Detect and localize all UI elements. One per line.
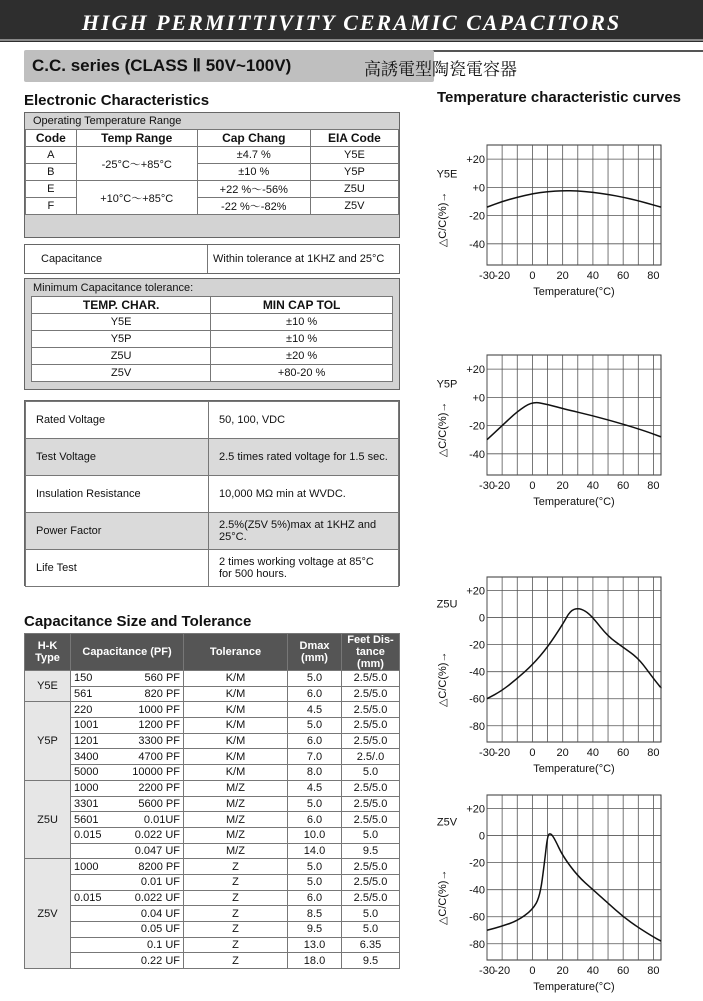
cell-char: Z5U xyxy=(32,348,211,365)
cell-cap-from: 5601 xyxy=(71,812,115,828)
x-tick-label: 20 xyxy=(556,270,569,282)
cell-cap-to: 0.05 UF xyxy=(114,922,183,938)
cell-cap-to: 0.047 UF xyxy=(114,843,183,859)
cell-cap-to: 820 PF xyxy=(114,686,183,702)
cell-code: B xyxy=(26,164,77,181)
cell-range: +10°C～+85°C xyxy=(76,181,197,215)
y-tick-label: +0 xyxy=(472,182,485,195)
plot-frame xyxy=(487,577,661,742)
x-tick-label: -30 xyxy=(479,747,495,759)
x-tick-label: -30 xyxy=(479,270,495,282)
x-axis-label: Temperature(°C) xyxy=(533,981,615,993)
y-tick-label: -20 xyxy=(469,210,485,223)
spec-label: Power Factor xyxy=(26,513,209,550)
x-tick-label: -30 xyxy=(479,480,495,492)
cell-char: Y5P xyxy=(32,331,211,348)
cell-type: Y5P xyxy=(25,702,71,780)
cell-dmax: 9.5 xyxy=(288,922,342,938)
y-axis-label: △C/C(%)→ xyxy=(437,191,449,248)
cell-tolerance: Z xyxy=(184,937,288,953)
x-tick-label: 0 xyxy=(529,965,536,977)
banner-rule xyxy=(0,39,703,41)
cell-tolerance: K/M xyxy=(184,749,288,765)
cell-cap-to: 0.01UF xyxy=(114,812,183,828)
cell-cap-to: 0.04 UF xyxy=(114,906,183,922)
cell-tol: ±20 % xyxy=(211,348,393,365)
cell-feet-distance: 2.5/5.0 xyxy=(342,733,400,749)
cell-code: A xyxy=(26,147,77,164)
cell-cap-to: 8200 PF xyxy=(114,859,183,875)
y-tick-label: -40 xyxy=(469,448,485,461)
col-header: MIN CAP TOL xyxy=(211,297,393,314)
cell-change: +22 %～-56% xyxy=(197,181,310,198)
cell-code: F xyxy=(26,198,77,215)
cell-tolerance: Z xyxy=(184,859,288,875)
cell-tol: ±10 % xyxy=(211,314,393,331)
col-header: TEMP. CHAR. xyxy=(32,297,211,314)
cell-cap-to: 0.022 UF xyxy=(114,890,183,906)
cell-tolerance: K/M xyxy=(184,702,288,718)
x-axis-label: Temperature(°C) xyxy=(533,763,615,775)
x-tick-label: -20 xyxy=(494,270,511,282)
y-tick-label: -20 xyxy=(469,857,485,870)
y-tick-label: +0 xyxy=(472,392,485,405)
cell-cap-to: 0.022 UF xyxy=(114,827,183,843)
spec-label: Life Test xyxy=(26,550,209,587)
cell-tolerance: K/M xyxy=(184,733,288,749)
y-tick-label: 0 xyxy=(478,830,485,843)
spec-value: 10,000 MΩ min at WVDC. xyxy=(209,476,399,513)
cell-dmax: 6.0 xyxy=(288,686,342,702)
section-title-electronic: Electronic Characteristics xyxy=(24,92,210,109)
cell-cap-from: 1201 xyxy=(71,733,115,749)
col-header: H-K Type xyxy=(25,634,71,671)
cell-tolerance: K/M xyxy=(184,765,288,781)
cell-char: Z5V xyxy=(32,365,211,382)
cell-feet-distance: 9.5 xyxy=(342,953,400,969)
col-header: Code xyxy=(26,130,77,147)
cell-tolerance: Z xyxy=(184,890,288,906)
cell-feet-distance: 5.0 xyxy=(342,922,400,938)
y-tick-label: +20 xyxy=(466,364,485,377)
banner-title: HIGH PERMITTIVITY CERAMIC CAPACITORS xyxy=(81,10,622,35)
cell-tolerance: M/Z xyxy=(184,780,288,796)
cell-tolerance: M/Z xyxy=(184,827,288,843)
cell-eia: Z5U xyxy=(310,181,398,198)
cell-feet-distance: 2.5/5.0 xyxy=(342,702,400,718)
series-code-label: Y5P xyxy=(436,378,458,391)
x-tick-label: 80 xyxy=(647,480,660,492)
cell-tolerance: K/M xyxy=(184,671,288,687)
cell-feet-distance: 9.5 xyxy=(342,843,400,859)
cell-dmax: 5.0 xyxy=(288,874,342,890)
y-tick-label: +20 xyxy=(466,585,485,598)
spec-value: 2.5%(Z5V 5%)max at 1KHZ and 25°C. xyxy=(209,513,399,550)
cell-eia: Z5V xyxy=(310,198,398,215)
y-tick-label: -20 xyxy=(469,420,485,433)
x-tick-label: 20 xyxy=(556,480,569,492)
x-tick-label: 40 xyxy=(586,270,600,282)
capacitance-value: Within tolerance at 1KHZ and 25°C xyxy=(213,253,385,265)
x-tick-label: 40 xyxy=(586,965,600,977)
cell-cap-from: 150 xyxy=(71,671,115,687)
cell-tolerance: K/M xyxy=(184,718,288,734)
cell-cap-to: 1000 PF xyxy=(114,702,183,718)
series-title: C.C. series (CLASS Ⅱ 50V~100V) xyxy=(32,56,292,75)
x-axis-label: Temperature(°C) xyxy=(533,496,615,508)
cell-feet-distance: 2.5/5.0 xyxy=(342,796,400,812)
cell-dmax: 10.0 xyxy=(288,827,342,843)
cell-cap-from: 5000 xyxy=(71,765,115,781)
capacitance-label: Capacitance xyxy=(25,245,208,273)
x-tick-label: 0 xyxy=(529,480,536,492)
y-axis-label: △C/C(%)→ xyxy=(437,651,449,708)
x-tick-label: -30 xyxy=(479,965,495,977)
y-tick-label: +20 xyxy=(466,803,485,816)
y-tick-label: -20 xyxy=(469,639,485,652)
spec-value: 50, 100, VDC xyxy=(209,402,399,439)
spec-label: Test Voltage xyxy=(26,439,209,476)
cell-cap-to: 0.01 UF xyxy=(114,874,183,890)
x-tick-label: 80 xyxy=(647,965,660,977)
section-title-size: Capacitance Size and Tolerance xyxy=(24,613,252,630)
x-tick-label: 40 xyxy=(586,747,600,759)
x-tick-label: 80 xyxy=(647,270,660,282)
cell-dmax: 6.0 xyxy=(288,812,342,828)
cell-dmax: 8.5 xyxy=(288,906,342,922)
series-title-cjk: 高誘電型陶瓷電容器 xyxy=(364,60,517,80)
cell-feet-distance: 2.5/.0 xyxy=(342,749,400,765)
cell-feet-distance: 5.0 xyxy=(342,827,400,843)
y-tick-label: +20 xyxy=(466,154,485,167)
x-tick-label: -20 xyxy=(494,480,511,492)
cell-cap-from: 1000 xyxy=(71,859,115,875)
cell-tolerance: Z xyxy=(184,906,288,922)
x-tick-label: 60 xyxy=(617,270,630,282)
y-tick-label: -80 xyxy=(469,720,485,733)
cell-tolerance: Z xyxy=(184,953,288,969)
cell-tolerance: K/M xyxy=(184,686,288,702)
cell-feet-distance: 2.5/5.0 xyxy=(342,671,400,687)
cell-cap-to: 0.1 UF xyxy=(114,937,183,953)
cell-dmax: 5.0 xyxy=(288,859,342,875)
x-tick-label: 20 xyxy=(556,965,569,977)
cell-feet-distance: 5.0 xyxy=(342,906,400,922)
cell-tolerance: M/Z xyxy=(184,812,288,828)
cell-dmax: 7.0 xyxy=(288,749,342,765)
cell-cap-to: 10000 PF xyxy=(114,765,183,781)
cell-cap-from: 3400 xyxy=(71,749,115,765)
cell-dmax: 6.0 xyxy=(288,733,342,749)
cell-dmax: 14.0 xyxy=(288,843,342,859)
cell-dmax: 4.5 xyxy=(288,702,342,718)
col-header: Capacitance (PF) xyxy=(71,634,184,671)
y-tick-label: -60 xyxy=(469,693,485,706)
series-code-label: Z5V xyxy=(436,816,458,829)
col-header: Dmax (mm) xyxy=(288,634,342,671)
cell-char: Y5E xyxy=(32,314,211,331)
series-code-label: Z5U xyxy=(436,598,458,611)
cell-type: Z5U xyxy=(25,780,71,858)
spec-value: 2 times working voltage at 85°C for 500 hours. xyxy=(209,550,399,587)
cell-feet-distance: 2.5/5.0 xyxy=(342,890,400,906)
cell-dmax: 5.0 xyxy=(288,718,342,734)
y-axis-label: △C/C(%)→ xyxy=(437,869,449,926)
y-tick-label: -60 xyxy=(469,911,485,924)
x-axis-label: Temperature(°C) xyxy=(533,286,615,298)
cell-tolerance: M/Z xyxy=(184,796,288,812)
temp-curve-chart xyxy=(0,135,703,315)
cell-feet-distance: 6.35 xyxy=(342,937,400,953)
cell-feet-distance: 2.5/5.0 xyxy=(342,859,400,875)
cell-change: ±10 % xyxy=(197,164,310,181)
cell-cap-from: 220 xyxy=(71,702,115,718)
min-cap-caption: Minimum Capacitance tolerance: xyxy=(33,282,194,294)
cell-dmax: 4.5 xyxy=(288,780,342,796)
x-tick-label: 60 xyxy=(617,965,630,977)
y-tick-label: -40 xyxy=(469,238,485,251)
cell-tol: +80-20 % xyxy=(211,365,393,382)
cell-cap-to: 560 PF xyxy=(114,671,183,687)
cell-tolerance: M/Z xyxy=(184,843,288,859)
x-tick-label: 0 xyxy=(529,747,536,759)
x-tick-label: 60 xyxy=(617,480,630,492)
spec-value: 2.5 times rated voltage for 1.5 sec. xyxy=(209,439,399,476)
cell-cap-from: 1000 xyxy=(71,780,115,796)
temp-curve-chart xyxy=(0,345,703,525)
title-banner xyxy=(0,0,703,42)
y-tick-label: 0 xyxy=(478,612,485,625)
header-divider xyxy=(410,50,703,52)
op-temp-caption: Operating Temperature Range xyxy=(33,115,182,127)
x-tick-label: -20 xyxy=(494,965,511,977)
cell-dmax: 5.0 xyxy=(288,671,342,687)
cell-feet-distance: 5.0 xyxy=(342,765,400,781)
col-header: Tolerance xyxy=(184,634,288,671)
cell-cap-to: 3300 PF xyxy=(114,733,183,749)
x-tick-label: 40 xyxy=(586,480,600,492)
plot-frame xyxy=(487,795,661,960)
temp-curve-chart xyxy=(0,785,703,1001)
cell-tolerance: Z xyxy=(184,922,288,938)
series-code-label: Y5E xyxy=(436,168,458,181)
cell-cap-from: 1001 xyxy=(71,718,115,734)
cell-dmax: 5.0 xyxy=(288,796,342,812)
table-row xyxy=(32,314,393,331)
cell-code: E xyxy=(26,181,77,198)
cell-cap-from: 0.015 xyxy=(71,890,115,906)
y-tick-label: -40 xyxy=(469,884,485,897)
spec-label: Insulation Resistance xyxy=(26,476,209,513)
cell-feet-distance: 2.5/5.0 xyxy=(342,780,400,796)
cell-dmax: 6.0 xyxy=(288,890,342,906)
cell-tolerance: Z xyxy=(184,874,288,890)
cell-dmax: 18.0 xyxy=(288,953,342,969)
cell-feet-distance: 2.5/5.0 xyxy=(342,874,400,890)
x-tick-label: 20 xyxy=(556,747,569,759)
cell-range: -25°C～+85°C xyxy=(76,147,197,181)
x-tick-label: 80 xyxy=(647,747,660,759)
cell-type: Z5V xyxy=(25,859,71,969)
section-title-curves: Temperature characteristic curves xyxy=(437,89,682,106)
cell-feet-distance: 2.5/5.0 xyxy=(342,812,400,828)
y-tick-label: -40 xyxy=(469,666,485,679)
cell-change: -22 %～-82% xyxy=(197,198,310,215)
cell-type: Y5E xyxy=(25,671,71,702)
cell-feet-distance: 2.5/5.0 xyxy=(342,686,400,702)
cell-change: ±4.7 % xyxy=(197,147,310,164)
cell-dmax: 13.0 xyxy=(288,937,342,953)
x-tick-label: 0 xyxy=(529,270,536,282)
cell-tol: ±10 % xyxy=(211,331,393,348)
col-header: Feet Dis-tance (mm) xyxy=(342,634,400,671)
x-tick-label: 60 xyxy=(617,747,630,759)
cell-cap-to: 2200 PF xyxy=(114,780,183,796)
cell-feet-distance: 2.5/5.0 xyxy=(342,718,400,734)
cell-cap-to: 0.22 UF xyxy=(114,953,183,969)
plot-frame xyxy=(487,145,661,265)
col-header: Temp Range xyxy=(76,130,197,147)
cell-dmax: 8.0 xyxy=(288,765,342,781)
cell-cap-from: 561 xyxy=(71,686,115,702)
cell-cap-from: 0.015 xyxy=(71,827,115,843)
cell-cap-to: 1200 PF xyxy=(114,718,183,734)
cell-cap-to: 5600 PF xyxy=(114,796,183,812)
y-tick-label: -80 xyxy=(469,938,485,951)
temp-curve-chart xyxy=(0,567,703,792)
col-header: Cap Chang xyxy=(197,130,310,147)
spec-label: Rated Voltage xyxy=(26,402,209,439)
cell-cap-from: 3301 xyxy=(71,796,115,812)
x-tick-label: -20 xyxy=(494,747,511,759)
cell-cap-to: 4700 PF xyxy=(114,749,183,765)
y-axis-label: △C/C(%)→ xyxy=(437,401,449,458)
cell-eia: Y5P xyxy=(310,164,398,181)
cell-eia: Y5E xyxy=(310,147,398,164)
col-header: EIA Code xyxy=(310,130,398,147)
